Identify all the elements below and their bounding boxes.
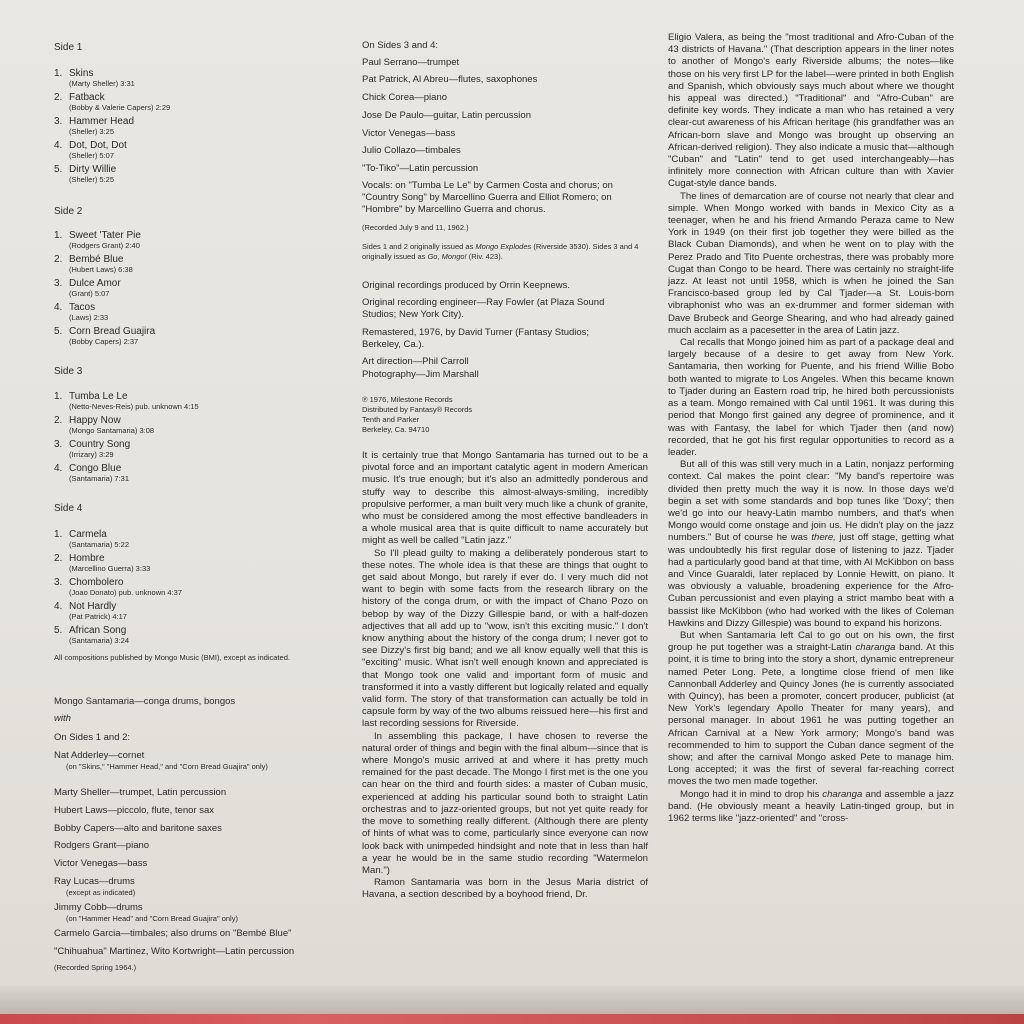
- side-4-title: Side 4: [54, 503, 83, 514]
- personnel-item: Ray Lucas—drums (except as indicated): [54, 876, 136, 897]
- original-issue-note: Sides 1 and 2 originally issued as Mongo Explodes (Riverside 3530). Sides 3 and 4 originally issued as Go, Mongo! (Riv. 423).: [362, 242, 639, 261]
- sides-1-2-heading: On Sides 1 and 2:: [54, 732, 131, 743]
- side-2-tracks: [54, 230, 155, 350]
- personnel-item: Carmelo Garcia—timbales; also drums on "Bembé Blue": [54, 928, 292, 939]
- remaster-credit: Remastered, 1976, by David Turner (Fantasy Studios; Berkeley, Ca.).: [362, 327, 590, 350]
- recorded-date: (Recorded Spring 1964.): [54, 963, 137, 972]
- track-item: 2. Bembé Blue (Hubert Laws) 6:38: [54, 254, 133, 274]
- track-item: 5. African Song (Santamaria) 3:24: [54, 625, 130, 645]
- personnel-item: Paul Serrano—trumpet: [362, 57, 460, 68]
- track-item: 3. Dulce Amor (Grant) 5:07: [54, 278, 121, 298]
- producer-credit: Original recordings produced by Orrin Keepnews.: [362, 280, 571, 291]
- track-item: 3. Hammer Head (Sheller) 3:25: [54, 116, 135, 136]
- leader-credit: Mongo Santamaria—conga drums, bongos: [54, 696, 236, 707]
- publishing-note: All compositions published by Mongo Music (BMI), except as indicated.: [54, 653, 290, 662]
- notes-paragraph: In assembling this package, I have chosen to reverse the natural order of things and begin with the final album—since that is where Mongo's music arrived at and where it has pretty much remained for the past decade. The Mongo I first met is the one you can hear on the third and fourth sides: a master of Cuban music, experienced at adding his particular sound both to straight Latin orchestras and to jazz-oriented groups, but not yet quite ready for the move to something really different. (Although there are plenty of hints of what was to come, particularly since everyone can now look back with unimpeded hindsight and note that in less than half a year he would be in the same studio recording "Watermelon Man."): [362, 730, 648, 876]
- personnel-item: "Chihuahua" Martinez, Wito Kortwright—Latin percussion: [54, 946, 295, 957]
- personnel-item: Jose De Paulo—guitar, Latin percussion: [362, 110, 531, 121]
- notes-paragraph: Eligio Valera, as being the "most traditional and Afro-Cuban of the 43 districts of Havana." (That description appears in the liner notes to another of Mongo's early Riverside albums; the notes—like those on his very first LP for the label—were printed in both English and Spanish, which obviously says much about where we thought his appeal was directed.) "Traditional" and "Afro-Cuban" are definite key words. They indicate a man who has retained a very clear-cut awareness of his African heritage (his grandfather was an African-born slave and Mongo was brought up observing an African-derived religion). They also indicate a music that—although "Cuban" and "Latin" tend to get used interchangeably—has infinitely more connection with African culture than with Xavier Cugat-style dance bands.: [668, 32, 954, 190]
- track-item: 1. Tumba Le Le (Netto-Neves-Reis) pub. unknown 4:15: [54, 391, 199, 411]
- track-item: 4. Congo Blue (Santamaria) 7:31: [54, 463, 130, 483]
- personnel-item: Victor Venegas—bass: [54, 858, 148, 869]
- sleeve-bottom-edge: [0, 986, 1024, 1024]
- personnel-item: Jimmy Cobb—drums (on "Hammer Head" and "Corn Bread Guajira" only): [54, 902, 238, 923]
- track-item: 4. Tacos (Laws) 2:33: [54, 302, 109, 322]
- track-item: 3. Country Song (Irrizary) 3:29: [54, 439, 131, 459]
- personnel-item: Julio Collazo—timbales: [362, 145, 461, 156]
- track-item: 2. Fatback (Bobby & Valerie Capers) 2:29: [54, 92, 171, 112]
- sides-3-4-heading: On Sides 3 and 4:: [362, 40, 439, 51]
- notes-paragraph: So I'll plead guilty to making a deliberately ponderous start to these notes. The whole idea is that these are things that ought to get said about Mongo, but rarely if ever do. I very much did not want to begin with some facts from the research library on the history of the conga drum, or with the impact of Chano Pozo on bebop by way of the Dizzy Gillespie band, or with a half-dozen adjectives that all add up to "wow, isn't this exciting music." I don't know anything about the history of the conga drum; I never got to see Dizzy's first big band; and we all know equally well that this is "exciting" music. What isn't well enough known and appreciated is that Mongo took one valid and important form of music and transformed it into a vastly different but logically related and equally valid form. The story of that transformation can actually be told in capsule form by way of the two albums reissued here—his first and last recording sessions for Riverside.: [362, 547, 648, 730]
- personnel-item: "To-Tiko"—Latin percussion: [362, 163, 479, 174]
- art-direction-credit: Art direction—Phil Carroll: [362, 356, 469, 367]
- side-1-title: Side 1: [54, 42, 83, 53]
- track-item: 4. Dot, Dot, Dot (Sheller) 5:07: [54, 140, 127, 160]
- track-item: 3. Chombolero (Joao Donato) pub. unknown 4:37: [54, 577, 182, 597]
- copyright-line: ℗ 1976, Milestone Records: [362, 395, 453, 404]
- with-label: with: [54, 713, 71, 724]
- track-item: 5. Corn Bread Guajira (Bobby Capers) 2:37: [54, 326, 156, 346]
- track-item: 1. Sweet 'Tater Pie (Rodgers Grant) 2:40: [54, 230, 141, 250]
- personnel-item: Bobby Capers—alto and baritone saxes: [54, 823, 222, 834]
- liner-notes-start: [362, 450, 648, 902]
- notes-paragraph: It is certainly true that Mongo Santamaria has turned out to be a pivotal force and an important catalytic agent in modern American music. It's true enough; but it's also an admittedly ponderous and stuffy way to describe this almost-always-smiling, incredibly propulsive performer, a man built very much like a chunk of granite, who must be considered among the most effective bandleaders in a whole musical area that is quite difficult to name accurately but might as well be called "Latin jazz.": [362, 450, 648, 547]
- track-item: 1. Skins (Marty Sheller) 3:31: [54, 68, 135, 88]
- track-item: 2. Hombre (Marcellino Guerra) 3:33: [54, 553, 151, 573]
- track-item: 2. Happy Now (Mongo Santamaria) 3:08: [54, 415, 155, 435]
- personnel-item: Nat Adderley—cornet (on "Skins," "Hammer Head," and "Corn Bread Guajira" only): [54, 750, 268, 771]
- notes-paragraph: The lines of demarcation are of course not nearly that clear and simple. When Mongo worked with bands in Mexico City as a teenager, when he and his friend Armando Peraza came to New York in 1949 (on their first job together they were billed as the Black Cuban Diamonds), and when he went on to play with the Perez Prado and Tito Puente orchestras, there was probably more Cugat than Congo to be heard. There was certainly no straight-life jazz. At least not until 1958, which is when he joined the San Francisco-based group led by Cal Tjader—a St. Louis-born vibraphonist who was an ex-drummer and former sideman with Dave Brubeck and George Shearing, and who had already gained much acclaim as a pacesetter in the area of Latin jazz.: [668, 190, 954, 336]
- side-3-tracks: [54, 391, 199, 487]
- side-4-tracks: [54, 529, 182, 649]
- side-2-title: Side 2: [54, 206, 83, 217]
- address-line: Berkeley, Ca. 94710: [362, 425, 430, 434]
- notes-paragraph: Mongo had it in mind to drop his charanga and assemble a jazz band. (He obviously meant a heavily Latin-tinged group, but in 1962 terms like "jazz-oriented" and "cross-: [668, 788, 954, 824]
- personnel-item: Pat Patrick, Al Abreu—flutes, saxophones: [362, 74, 538, 85]
- personnel-item: Marty Sheller—trumpet, Latin percussion: [54, 787, 227, 798]
- personnel-item: Rodgers Grant—piano: [54, 840, 150, 851]
- track-item: 1. Carmela (Santamaria) 5:22: [54, 529, 130, 549]
- personnel-item: Chick Corea—piano: [362, 92, 448, 103]
- notes-paragraph: But when Santamaria left Cal to go out on his own, the first group he put together was a straight-Latin charanga band. At this point, it is time to bring into the story a short, dynamic entrepreneur named Peter Long. Pete, a longtime close friend of men like Cannonball Adderley and Quincy Jones (he is currently associated with Quincy), has been a promoter, concert producer, publicist (at New York's legendary Apollo Theater for many years), and personal manager. In about 1961 he was putting together an African Carnival at a New York armory; Mongo's band was recommended to him to support the Cuban dance segment of the show; and after the carnival Mongo asked Pete to manage him. Long accepted; it was the first of several far-reaching correct moves the two men made together.: [668, 629, 954, 788]
- personnel-item: Victor Venegas—bass: [362, 128, 456, 139]
- notes-paragraph: Cal recalls that Mongo joined him as part of a package deal and largely because of a desire to get away from New York. Santamaria, then working for Puente, and his friend Willie Bobo both wanted to migrate to Los Angeles. When this became known to Tjader during an Eastern road trip, he hired both percussionists as a team. Mongo remained with Cal until 1961. It was during this period that Mongo first gained any degree of prominence, and it was with Fantasy, the label for which Tjader then (and now) recorded, that he got his first regular opportunities to record as a leader.: [668, 337, 954, 458]
- track-item: 4. Not Hardly (Pat Patrick) 4:17: [54, 601, 127, 621]
- notes-paragraph: Ramon Santamaria was born in the Jesus Maria district of Havana, a section described by a boyhood friend, Dr.: [362, 877, 648, 901]
- photography-credit: Photography—Jim Marshall: [362, 369, 479, 380]
- side-3-title: Side 3: [54, 366, 83, 377]
- address-line: Tenth and Parker: [362, 415, 420, 424]
- side-1-tracks: [54, 68, 170, 188]
- liner-notes-continued: [668, 32, 954, 825]
- recorded-date: (Recorded July 9 and 11, 1962.): [362, 223, 469, 232]
- personnel-item: Hubert Laws—piccolo, flute, tenor sax: [54, 805, 214, 816]
- distributor-line: Distributed by Fantasy® Records: [362, 405, 473, 414]
- track-item: 5. Dirty Willie (Sheller) 5:25: [54, 164, 117, 184]
- engineer-credit: Original recording engineer—Ray Fowler (at Plaza Sound Studios; New York City).: [362, 297, 605, 320]
- vocals-credit: Vocals: on "Tumba Le Le" by Carmen Costa and chorus; on "Country Song" by Marcellino Guerra and Elliot Romero; on "Hombre" by Marcellino Guerra and chorus.: [362, 180, 613, 215]
- notes-paragraph: But all of this was still very much in a Latin, nonjazz performing context. Cal makes the point clear: "My band's repertoire was divided then pretty much the way it is now. In those days we'd begin a set with some standards and bop tunes like 'Doxy'; then we'd go into our heavy-Latin mambo numbers, and that's when Mongo would come onstage and join us. He didn't play on the jazz numbers." But of course he was there, just off stage, getting what was undoubtedly his first regular dose of listening to jazz. Tjader had a particularly good band at that time, with Al McKibbon on bass and Vince Guaraldi, later replaced by Lonnie Hewitt, on piano. It was obviously a valuable, broadening experience for the Afro-Cuban percussionist and even playing a strict mambo beat with a bassist like McKibbon (who had worked with the likes of Coleman Hawkins and Dizzy Gillespie) was bound to expand his horizons.: [668, 459, 954, 629]
